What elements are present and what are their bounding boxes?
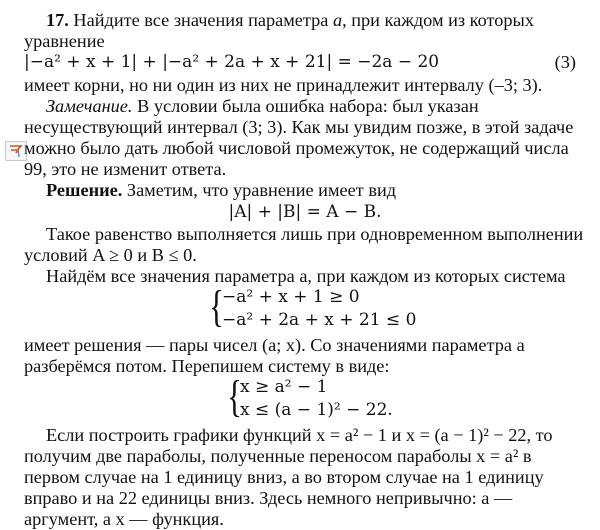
problem-condition: имеет корни, но ни один из них не принадлежит интервалу (–3; 3). <box>24 75 543 95</box>
condition-paragraph: Такое равенство выполняется лишь при одновременном выполнении условий A ≥ 0 и B ≤ 0. <box>24 224 584 265</box>
system-1: { −a² + x + 1 ≥ 0 −a² + 2a + x + 21 ≤ 0 <box>209 282 417 331</box>
system-brace: { <box>209 282 224 331</box>
equation-number: (3) <box>554 52 576 72</box>
problem-number: 17. <box>46 10 69 30</box>
problem-statement: 17. Найдите все значения параметра a, при каждом из которых уравнение <box>24 10 534 51</box>
problem-equation: |−a² + x + 1| + |−a² + 2a + x + 21| = −2a − 20 (3) <box>24 52 576 72</box>
remark-label: Замечание. <box>46 96 133 116</box>
graphs-paragraph: Если построить графики функций x = a² − 1 и x = (a − 1)² − 22, то получим две параболы, полученные переносом параболы x = a² в первом случае на 1 единицу вниз, а во втором случае на 1 единицу вправо и на 22 единицы вниз. Здесь немного непривычно: a — аргумент, а x — функция. <box>24 425 553 529</box>
system-brace: { <box>227 372 242 421</box>
document-page <box>24 10 586 530</box>
remark-paragraph: Замечание. В условии была ошибка набора: был указан несуществующий интервал (3; 3). Как мы увидим позже, в этой задаче можно было дать любой числовой промежуток, не содержащий числа 99, это не изменит ответа. <box>24 96 574 179</box>
solution-paragraph: Решение. Заметим, что уравнение имеет вид <box>46 180 397 200</box>
equation-abs: |A| + |B| = A − B. <box>228 202 382 222</box>
rewrite-paragraph: имеет решения — пары чисел (a; x). Со значениями параметра a разберёмся потом. Перепишем систему в виде: <box>24 335 525 376</box>
system-2: { x ≥ a² − 1 x ≤ (a − 1)² − 22. <box>227 372 393 421</box>
system-intro: Найдём все значения параметра a, при каждом из которых система <box>46 266 566 286</box>
solution-label: Решение. <box>46 180 123 200</box>
